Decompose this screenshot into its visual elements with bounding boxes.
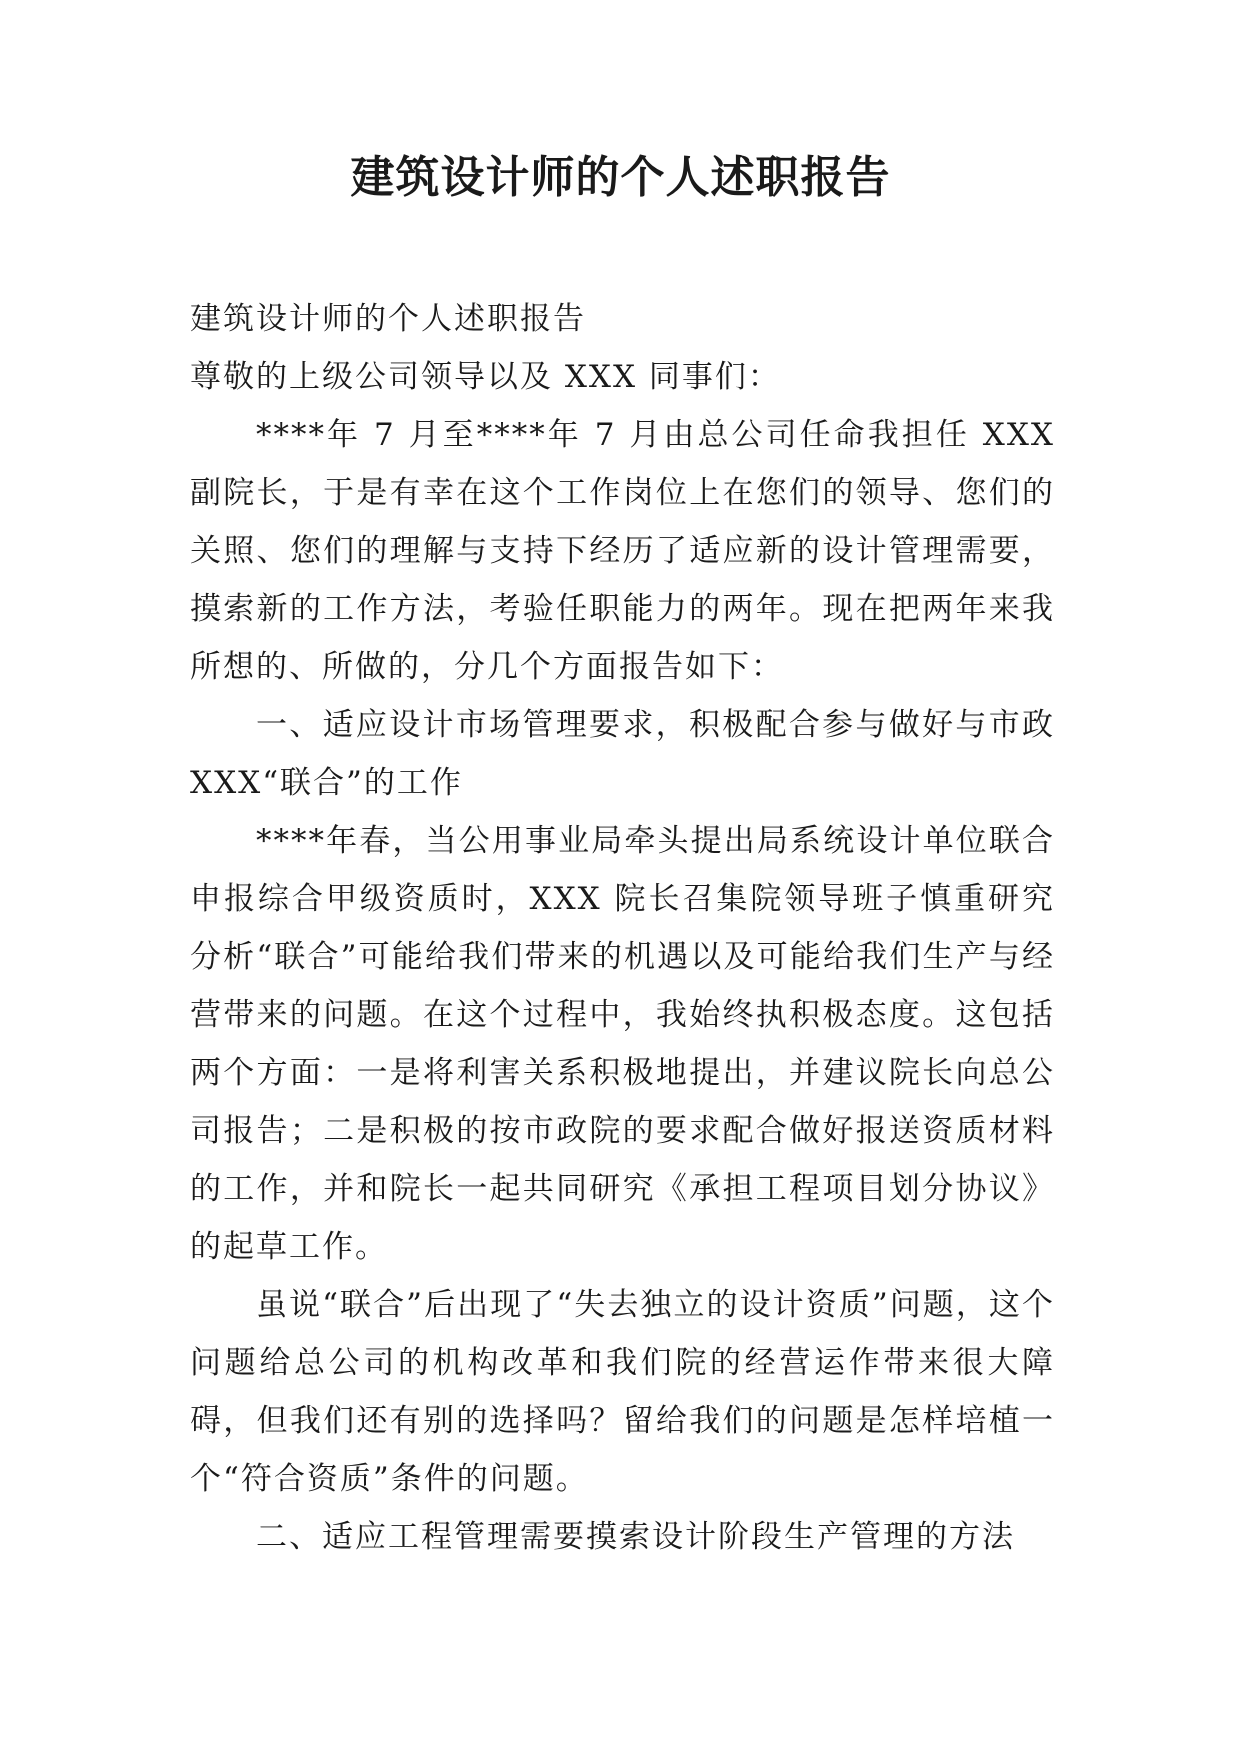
paragraph-salutation: 尊敬的上级公司领导以及 XXX 同事们： xyxy=(190,359,781,395)
section-heading-two: 二、适应工程管理需要摸索设计阶段生产管理的方法 xyxy=(256,1519,1015,1555)
paragraph-section-one-body: ****年春，当公用事业局牵头提出局系统设计单位联合申报综合甲级资质时，XXX 院长召集院领导班子慎重研究分析“联合”可能给我们带来的机遇以及可能给我们生产与经营带来的问题。在这个过程中，我始终执积极态度。这包括两个方面：一是将利害关系积极地提出，并建议院长向总公司报告；二是积极的按市政院的要求配合做好报送资质材料的工作，并和院长一起共同研究《承担工程项目划分协议》的起草工作。 xyxy=(190,823,1055,1265)
document-body xyxy=(190,290,1055,1566)
paragraph-section-one-conclusion: 虽说“联合”后出现了“失去独立的设计资质”问题，这个问题给总公司的机构改革和我们院的经营运作带来很大障碍，但我们还有别的选择吗？留给我们的问题是怎样培植一个“符合资质”条件的问题。 xyxy=(190,1287,1055,1497)
paragraph-heading-repeat: 建筑设计师的个人述职报告 xyxy=(190,301,586,337)
document-title: 建筑设计师的个人述职报告 xyxy=(350,152,891,203)
section-heading-one: 一、适应设计市场管理要求，积极配合参与做好与市政 XXX“联合”的工作 xyxy=(190,707,1055,801)
paragraph-introduction: ****年 7 月至****年 7 月由总公司任命我担任 XXX 副院长，于是有幸在这个工作岗位上在您们的领导、您们的关照、您们的理解与支持下经历了适应新的设计管理需要，摸索新的工作方法，考验任职能力的两年。现在把两年来我所想的、所做的，分几个方面报告如下： xyxy=(190,417,1055,685)
